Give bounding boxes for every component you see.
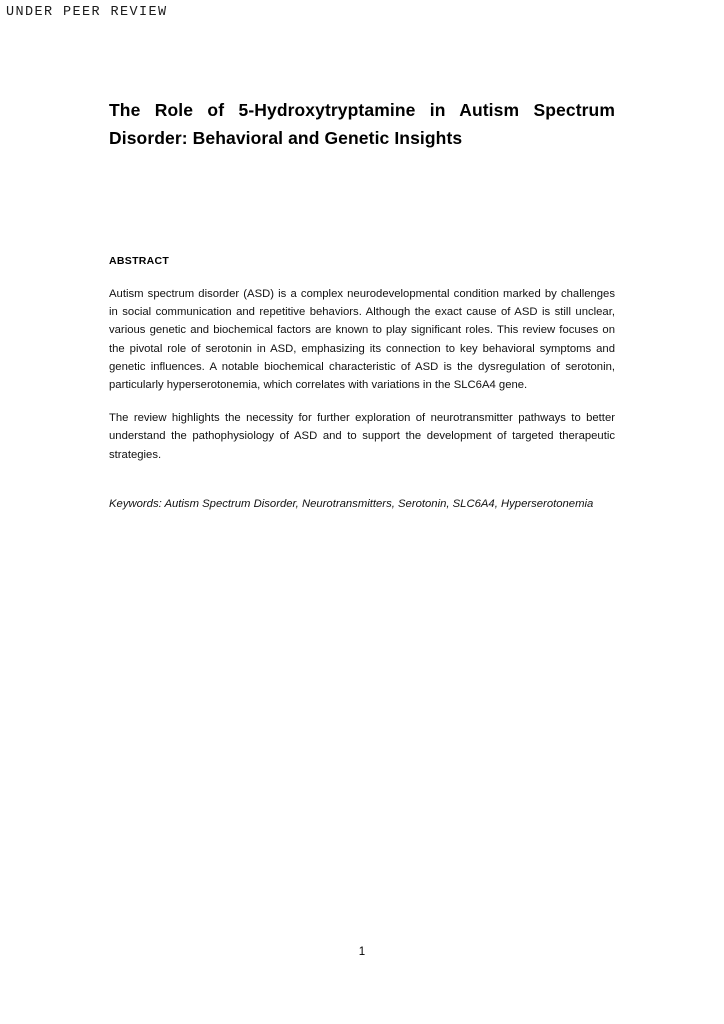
- page-title: The Role of 5-Hydroxytryptamine in Autism Spectrum Disorder: Behavioral and Genetic Insights: [109, 100, 615, 148]
- document-content: [109, 96, 615, 524]
- abstract-paragraph-2: The review highlights the necessity for further exploration of neurotransmitter pathways to better understand the pathophysiology of ASD and to support the development of targeted therapeutic strategies.: [109, 412, 615, 461]
- keywords-line: Keywords: Autism Spectrum Disorder, Neurotransmitters, Serotonin, SLC6A4, Hyperserotonemia: [109, 497, 594, 510]
- page-number: 1: [358, 946, 366, 958]
- abstract-paragraph-1: Autism spectrum disorder (ASD) is a complex neurodevelopmental condition marked by challenges in social communication and repetitive behaviors. Although the exact cause of ASD is still unclear, various genetic and biochemical factors are known to play significant roles. This review focuses on the pivotal role of serotonin in ASD, emphasizing its connection to key behavioral symptoms and genetic influences. A notable biochemical characteristic of ASD is the dysregulation of serotonin, particularly hyperserotonemia, which correlates with variations in the SLC6A4 gene.: [109, 288, 615, 392]
- peer-review-watermark: UNDER PEER REVIEW: [6, 5, 168, 20]
- abstract-heading: ABSTRACT: [109, 255, 170, 267]
